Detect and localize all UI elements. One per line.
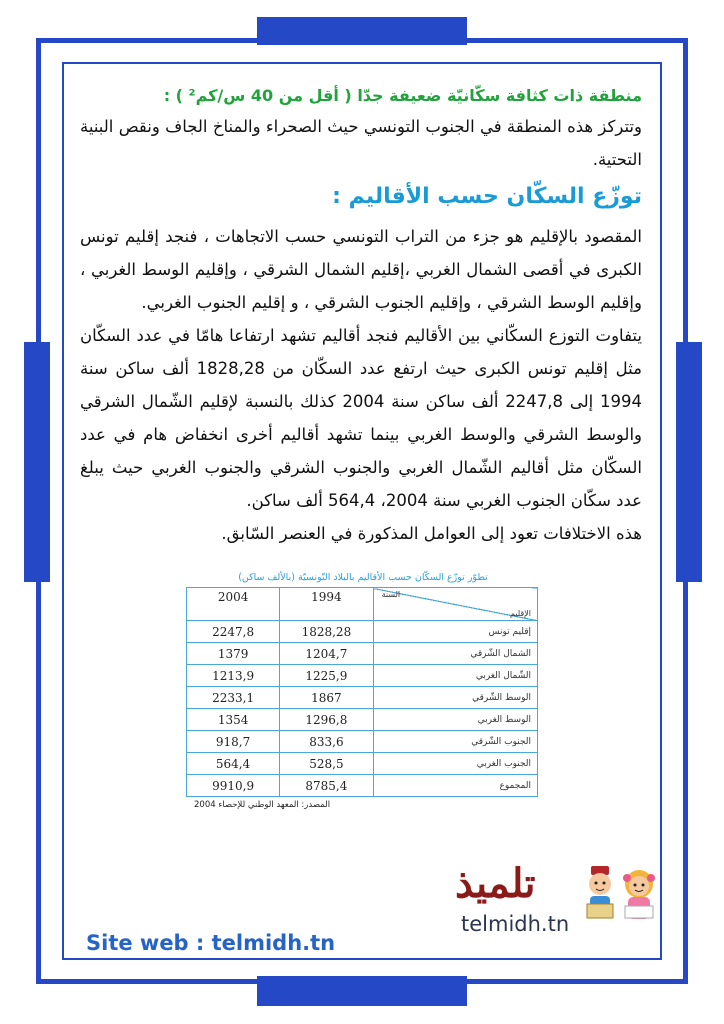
table-row [187, 643, 538, 665]
region-cell: الشّمال الغربي [373, 665, 537, 687]
value-1994-cell: 1204,7 [280, 643, 373, 665]
region-cell: الوسط الغربي [373, 709, 537, 731]
value-2004-cell: 1379 [187, 643, 280, 665]
region-cell: الجنوب الغربي [373, 753, 537, 775]
region-cell: الوسط الشّرقي [373, 687, 537, 709]
site-url[interactable]: Site web : telmidh.tn [86, 931, 336, 955]
header-year-2004: 2004 [187, 588, 280, 621]
frame-tab-left [24, 342, 50, 582]
population-table-block [186, 572, 540, 810]
document-body [80, 84, 642, 550]
table-row [187, 665, 538, 687]
value-2004-cell: 2233,1 [187, 687, 280, 709]
header-year-1994: 1994 [280, 588, 373, 621]
distribution-paragraph: يتفاوت التوزع السكّاني بين الأقاليم فنجد أقاليم تشهد ارتفاعا هامّا في عدد السكّان مثل إقليم تونس الكبرى حيث ارتفع عدد السكّان من 1828,28 ألف ساكن سنة 1994 إلى 2247,8 ألف ساكن سنة 2004 كذلك بالنسبة لإقليم الشّمال الشرقي والوسط الشرقي والوسط الغربي بينما تشهد أقاليم أخرى انخفاض هام في عدد السكّان مثل أقاليم الشّمال الغربي والجنوب الشرقي والجنوب الغربي حيث يبلغ عدد سكّان الجنوب الغربي سنة 2004، 564,4 ألف ساكن. [80, 326, 642, 510]
frame-tab-top [257, 17, 467, 45]
value-2004-cell: 1354 [187, 709, 280, 731]
header-year-label: السنة [381, 590, 401, 599]
table-row [187, 731, 538, 753]
table-row [187, 709, 538, 731]
kids-illustration-icon [583, 864, 663, 934]
logo-arabic-text: تلميذ [455, 860, 536, 907]
low-density-heading: منطقة ذات كثافة سكّانيّة ضعيفة جدّا ( أقل من 40 س/كم² ) : [163, 86, 642, 105]
region-cell: الشمال الشّرقي [373, 643, 537, 665]
value-1994-cell: 1296,8 [280, 709, 373, 731]
low-density-text: وتتركز هذه المنطقة في الجنوب التونسي حيث الصحراء والمناخ الجاف ونقص البنية التحتية. [80, 117, 642, 169]
regions-heading: توزّع السكّان حسب الأقاليم : [332, 184, 642, 209]
telmidh-logo [455, 860, 665, 950]
value-1994-cell: 8785,4 [280, 775, 373, 797]
table-row [187, 753, 538, 775]
value-2004-cell: 1213,9 [187, 665, 280, 687]
table-row [187, 775, 538, 797]
value-2004-cell: 9910,9 [187, 775, 280, 797]
table-row [187, 687, 538, 709]
value-1994-cell: 528,5 [280, 753, 373, 775]
logo-latin-text: telmidh.tn [461, 912, 570, 936]
table-corner-header [373, 588, 537, 621]
header-region-label: الإقليم [510, 609, 531, 618]
table-header-row [187, 588, 538, 621]
population-table [186, 587, 538, 797]
region-cell: إقليم تونس [373, 621, 537, 643]
value-2004-cell: 564,4 [187, 753, 280, 775]
value-1994-cell: 833,6 [280, 731, 373, 753]
region-cell: المجموع [373, 775, 537, 797]
region-cell: الجنوب الشّرقي [373, 731, 537, 753]
value-2004-cell: 918,7 [187, 731, 280, 753]
value-1994-cell: 1867 [280, 687, 373, 709]
table-row [187, 621, 538, 643]
table-title: تطوّر توزّع السكّان حسب الأقاليم بالبلاد التّونسيّة (بالألف ساكن) [238, 572, 488, 583]
value-2004-cell: 2247,8 [187, 621, 280, 643]
value-1994-cell: 1225,9 [280, 665, 373, 687]
conclusion-paragraph: هذه الاختلافات تعود إلى العوامل المذكورة في العنصر السّابق. [221, 524, 642, 543]
region-definition-paragraph: المقصود بالإقليم هو جزء من التراب التونسي حسب الاتجاهات ، فنجد إقليم تونس الكبرى في أقصى الشمال الغربي ،إقليم الشمال الشرقي ، وإقليم الوسط الغربي ، وإقليم الوسط الشرقي ، وإقليم الجنوب الشرقي ، و إقليم الجنوب الغربي. [80, 227, 642, 312]
frame-tab-right [676, 342, 702, 582]
table-source: المصدر: المعهد الوطني للإحصاء 2004 [194, 800, 331, 810]
value-1994-cell: 1828,28 [280, 621, 373, 643]
frame-tab-bottom [257, 976, 467, 1006]
